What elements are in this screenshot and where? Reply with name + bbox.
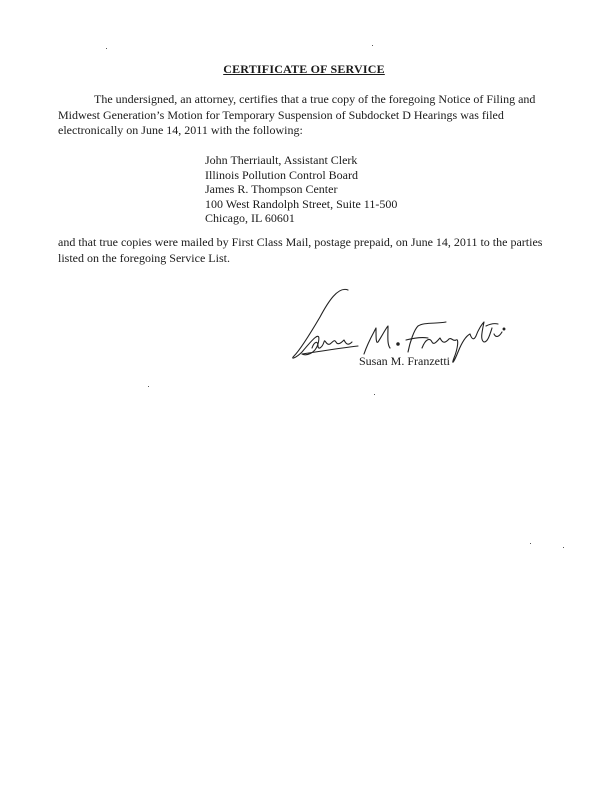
address-line: James R. Thompson Center	[205, 182, 338, 197]
address-line: John Therriault, Assistant Clerk	[205, 153, 358, 167]
recipient-address	[205, 153, 505, 226]
address-line: 100 West Randolph Street, Suite 11-500	[205, 196, 398, 211]
address-line: Illinois Pollution Control Board	[205, 167, 359, 182]
intro-paragraph: The undersigned, an attorney, certifies that a true copy of the foregoing Notice of Filing and Midwest Generation’s Motion for Temporary Suspension of Subdocket D Hearings was filed electronically on June 14, 2011 with the following:	[58, 92, 536, 137]
mailing-paragraph: and that true copies were mailed by First Class Mail, postage prepaid, on June 14, 2011 to the parties listed on the foregoing Service List.	[58, 235, 543, 265]
document-title: CERTIFICATE OF SERVICE	[223, 62, 385, 76]
signer-name: Susan M. Franzetti	[359, 354, 450, 368]
address-line: Chicago, IL 60601	[205, 211, 295, 226]
